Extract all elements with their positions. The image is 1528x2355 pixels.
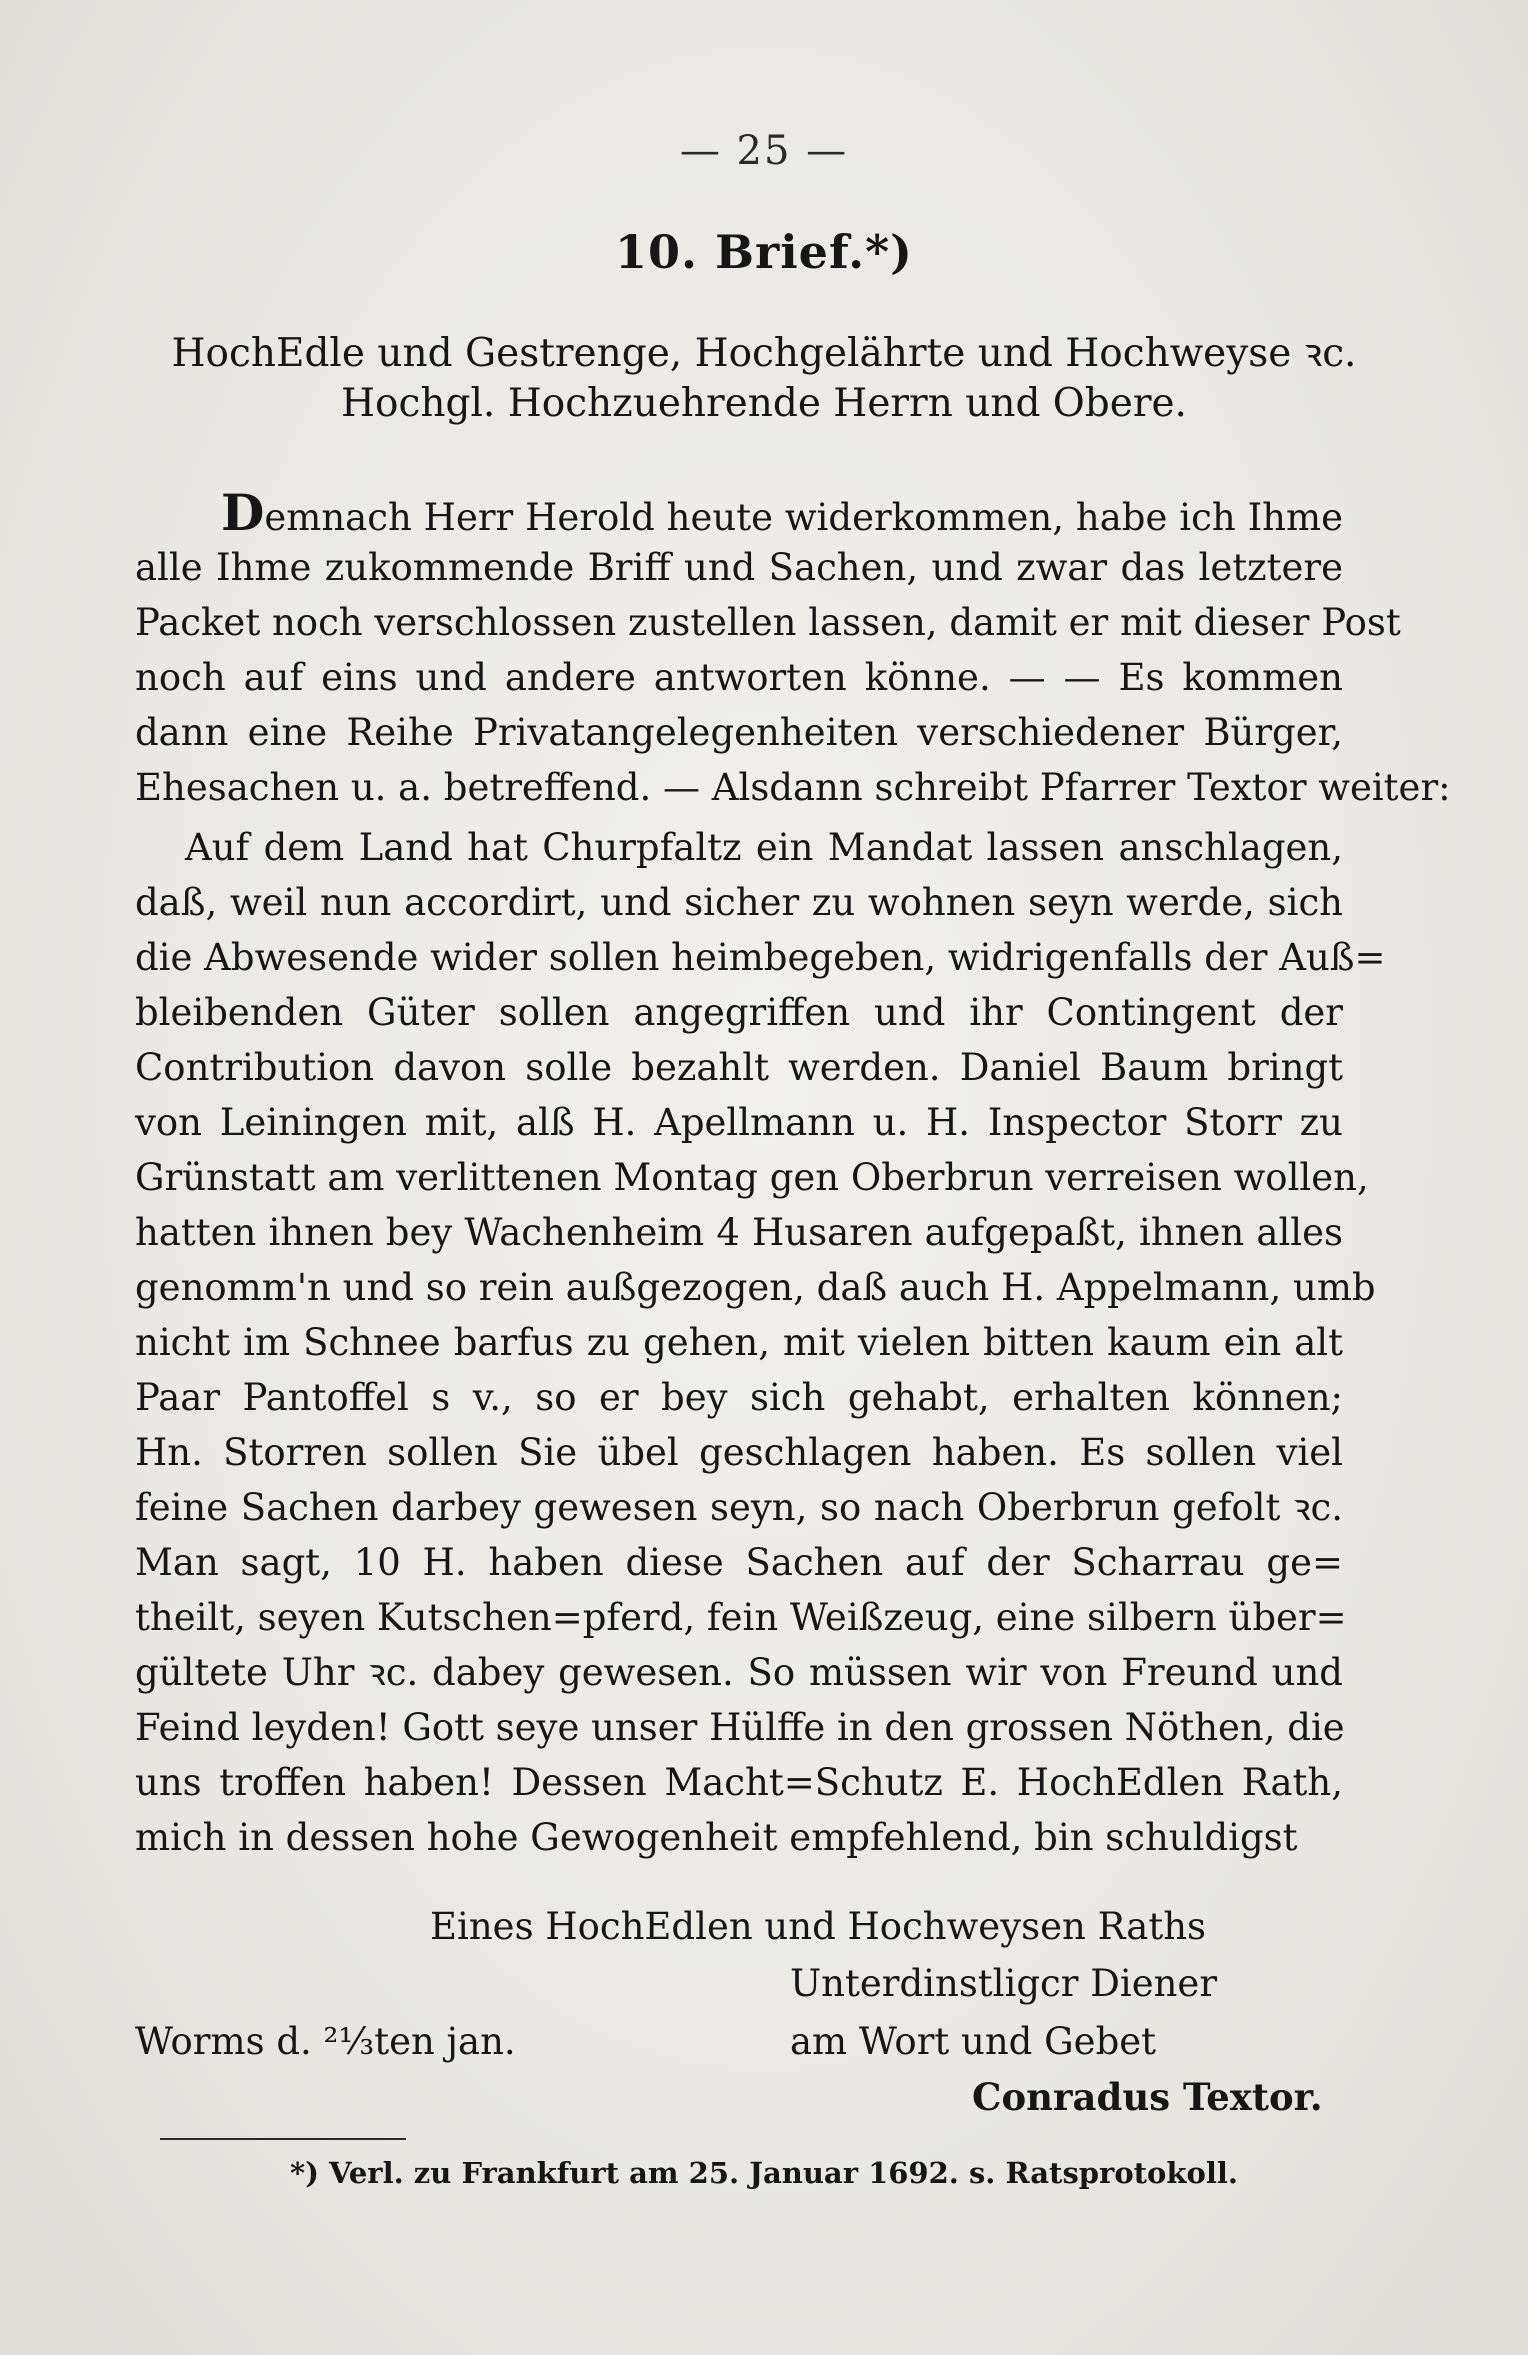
- closing-line-1: Eines HochEdlen und Hochweysen Raths: [430, 1905, 1207, 1948]
- footnote: *) Verl. zu Frankfurt am 25. Januar 1692. s. Ratsprotokoll.: [290, 2156, 1238, 2190]
- paragraph-2-line-8: hatten ihnen bey Wachenheim 4 Husaren aufgepaßt, ihnen alles: [135, 1211, 1343, 1254]
- paragraph-2-line-19: mich in dessen hohe Gewogenheit empfehlend, bin schuldigst: [135, 1816, 1298, 1859]
- paragraph-2-line-14: Man sagt, 10 H. haben diese Sachen auf der Scharrau ge=: [135, 1541, 1343, 1584]
- paragraph-1-line-1: [135, 483, 1343, 542]
- paragraph-2-line-7: Grünstatt am verlittenen Montag gen Oberbrun verreisen wollen,: [135, 1156, 1369, 1199]
- paragraph-2-line-11: Paar Pantoffel s v., so er bey sich gehabt, erhalten können;: [135, 1376, 1343, 1419]
- initial-letter: D: [221, 483, 265, 542]
- paragraph-2-line-4: bleibenden Güter sollen angegriffen und ihr Contingent der: [135, 991, 1343, 1034]
- paragraph-2-line-12: Hn. Storren sollen Sie übel geschlagen haben. Es sollen viel: [135, 1431, 1343, 1474]
- paragraph-2-line-10: nicht im Schnee barfus zu gehen, mit vielen bitten kaum ein alt: [135, 1321, 1343, 1364]
- footnote-divider: [160, 2138, 406, 2140]
- paragraph-2-line-3: die Abwesende wider sollen heimbegeben, widrigenfalls der Auß=: [135, 936, 1386, 979]
- paragraph-1-line-6: Ehesachen u. a. betreffend. — Alsdann schreibt Pfarrer Textor weiter:: [135, 766, 1451, 809]
- letter-heading: 10. Brief.*): [615, 225, 913, 279]
- paragraph-1-line-1-text: emnach Herr Herold heute widerkommen, habe ich Ihme: [264, 496, 1343, 539]
- paragraph-2-line-9: genomm'n und so rein außgezogen, daß auch H. Appelmann, umb: [135, 1266, 1376, 1309]
- paragraph-2-line-1: Auf dem Land hat Churpfaltz ein Mandat lassen anschlagen,: [185, 826, 1343, 869]
- paragraph-1-line-4: noch auf eins und andere antworten könne. — — Es kommen: [135, 656, 1343, 699]
- paragraph-2-line-13: feine Sachen darbey gewesen seyn, so nach Oberbrun gefolt ꝛc.: [135, 1486, 1343, 1529]
- closing-line-2: Unterdinstligcr Diener: [790, 1962, 1217, 2005]
- paragraph-2-line-2: daß, weil nun accordirt, und sicher zu wohnen seyn werde, sich: [135, 881, 1343, 924]
- paragraph-2-line-6: von Leiningen mit, alß H. Apellmann u. H. Inspector Storr zu: [135, 1101, 1343, 1144]
- paragraph-2-line-5: Contribution davon solle bezahlt werden. Daniel Baum bringt: [135, 1046, 1343, 1089]
- paragraph-2-line-16: gültete Uhr ꝛc. dabey gewesen. So müssen wir von Freund und: [135, 1651, 1343, 1694]
- paragraph-2-line-17: Feind leyden! Gott seye unser Hülffe in den grossen Nöthen, die: [135, 1706, 1345, 1749]
- page-number: — 25 —: [679, 128, 849, 174]
- paragraph-2-line-18: uns troffen haben! Dessen Macht=Schutz E. HochEdlen Rath,: [135, 1761, 1343, 1804]
- salutation-line-1: HochEdle und Gestrenge, Hochgelährte und Hochweyse ꝛc.: [171, 331, 1357, 376]
- signature: Conradus Textor.: [972, 2075, 1323, 2119]
- paragraph-2-line-15: theilt, seyen Kutschen=pferd, fein Weißzeug, eine silbern über=: [135, 1596, 1347, 1639]
- paragraph-1-line-5: dann eine Reihe Privatangelegenheiten verschiedener Bürger,: [135, 711, 1343, 754]
- closing-line-3: am Wort und Gebet: [790, 2020, 1157, 2063]
- paragraph-1-line-3: Packet noch verschlossen zustellen lassen, damit er mit dieser Post: [135, 601, 1401, 644]
- paragraph-1-line-2: alle Ihme zukommende Briff und Sachen, und zwar das letztere: [135, 546, 1343, 589]
- place-date: Worms d. ²¹⁄₃ten jan.: [135, 2020, 516, 2063]
- salutation-line-2: Hochgl. Hochzuehrende Herrn und Obere.: [341, 381, 1187, 426]
